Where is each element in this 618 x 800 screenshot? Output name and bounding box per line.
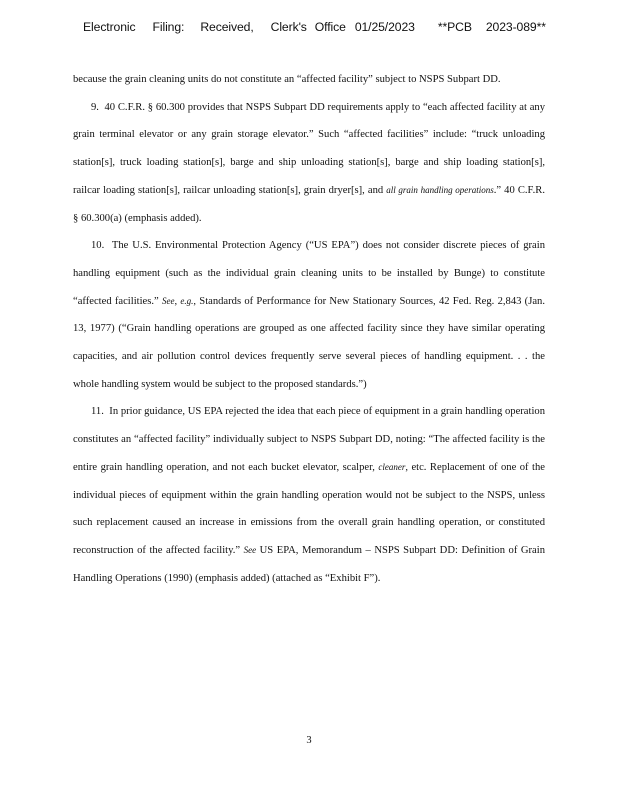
paragraph-9-emphasis: all grain handling operations (386, 184, 494, 195)
header-case-number: 2023-089** (485, 20, 546, 34)
paragraph-11 (73, 398, 545, 592)
paragraph-10-see-signal: See (161, 295, 175, 306)
header-filing-date: 01/25/2023 (354, 20, 415, 34)
paragraph-10 (73, 232, 545, 398)
paragraph-continuation (73, 66, 545, 94)
paragraph-10-citation: , Standards of Performance for New Stationary Sources, 42 Fed. Reg. 2,843 (Jan. 13, 1977) (“Grain handling operations are grouped as one affected facility since they have similar operating capacities, and air pollution control devices frequently serve several pieces of handling equipment. . . the whole handling system would be subject to the proposed standards.”) (73, 295, 545, 390)
paragraph-10-separator: , (174, 295, 181, 307)
document-body (73, 66, 545, 592)
header-word-filing: Filing: (152, 20, 185, 34)
header-case-prefix: **PCB (437, 20, 472, 34)
page-number: 3 (306, 735, 312, 746)
paragraph-11-citation: US EPA, Memorandum – NSPS Subpart DD: Definition of Grain Handling Operations (1990) (emphasis added) (attached as “Exhibit F”). (73, 544, 545, 584)
paragraph-9-text: 9. 40 C.F.R. § 60.300 provides that NSPS Subpart DD requirements apply to “each affected facility at any grain terminal elevator or any grain storage elevator.” Such “affected facilities” include: “truck unloading station[s], truck loading station[s], barge and ship unloading station[s], barge and ship loading station[s], railcar loading station[s], railcar unloading station[s], grain dryer[s], and (73, 101, 545, 196)
paragraph-10-text: 10. The U.S. Environmental Protection Agency (“US EPA”) does not consider discrete pieces of grain handling equipment (such as the individual grain cleaning units to be installed by Bunge) to constitute “affected facilities.” (73, 240, 545, 307)
header-word-electronic: Electronic (83, 20, 136, 34)
paragraph-continuation-text: because the grain cleaning units do not constitute an “affected facility” subject to NSPS Subpart DD. (73, 74, 501, 85)
filing-header (83, 20, 553, 34)
header-word-office: Office (314, 20, 346, 34)
header-word-clerks: Clerk's (270, 20, 307, 34)
paragraph-10-eg-signal: e.g. (180, 295, 194, 306)
paragraph-11-cleaner-emphasis: cleaner (378, 461, 406, 472)
paragraph-11-quote: , etc. Replacement of one of the individual pieces of equipment within the grain handling operation would not be subject to the NSPS, unless such replacement caused an increase in emissions from the overall grain handling operation, or constituted reconstruction of the affected facility.” (73, 461, 545, 556)
paragraph-11-text: 11. In prior guidance, US EPA rejected the idea that each piece of equipment in a grain handling operation constitutes an “affected facility” individually subject to NSPS Subpart DD, noting: “The affected facility is the entire grain handling operation, and not each bucket elevator, scalper, (73, 406, 545, 473)
paragraph-9 (73, 94, 545, 233)
header-word-received: Received, (200, 20, 254, 34)
paragraph-9-citation: .” 40 C.F.R. § 60.300(a) (emphasis added). (73, 184, 545, 224)
paragraph-11-see-signal: See (243, 544, 257, 555)
